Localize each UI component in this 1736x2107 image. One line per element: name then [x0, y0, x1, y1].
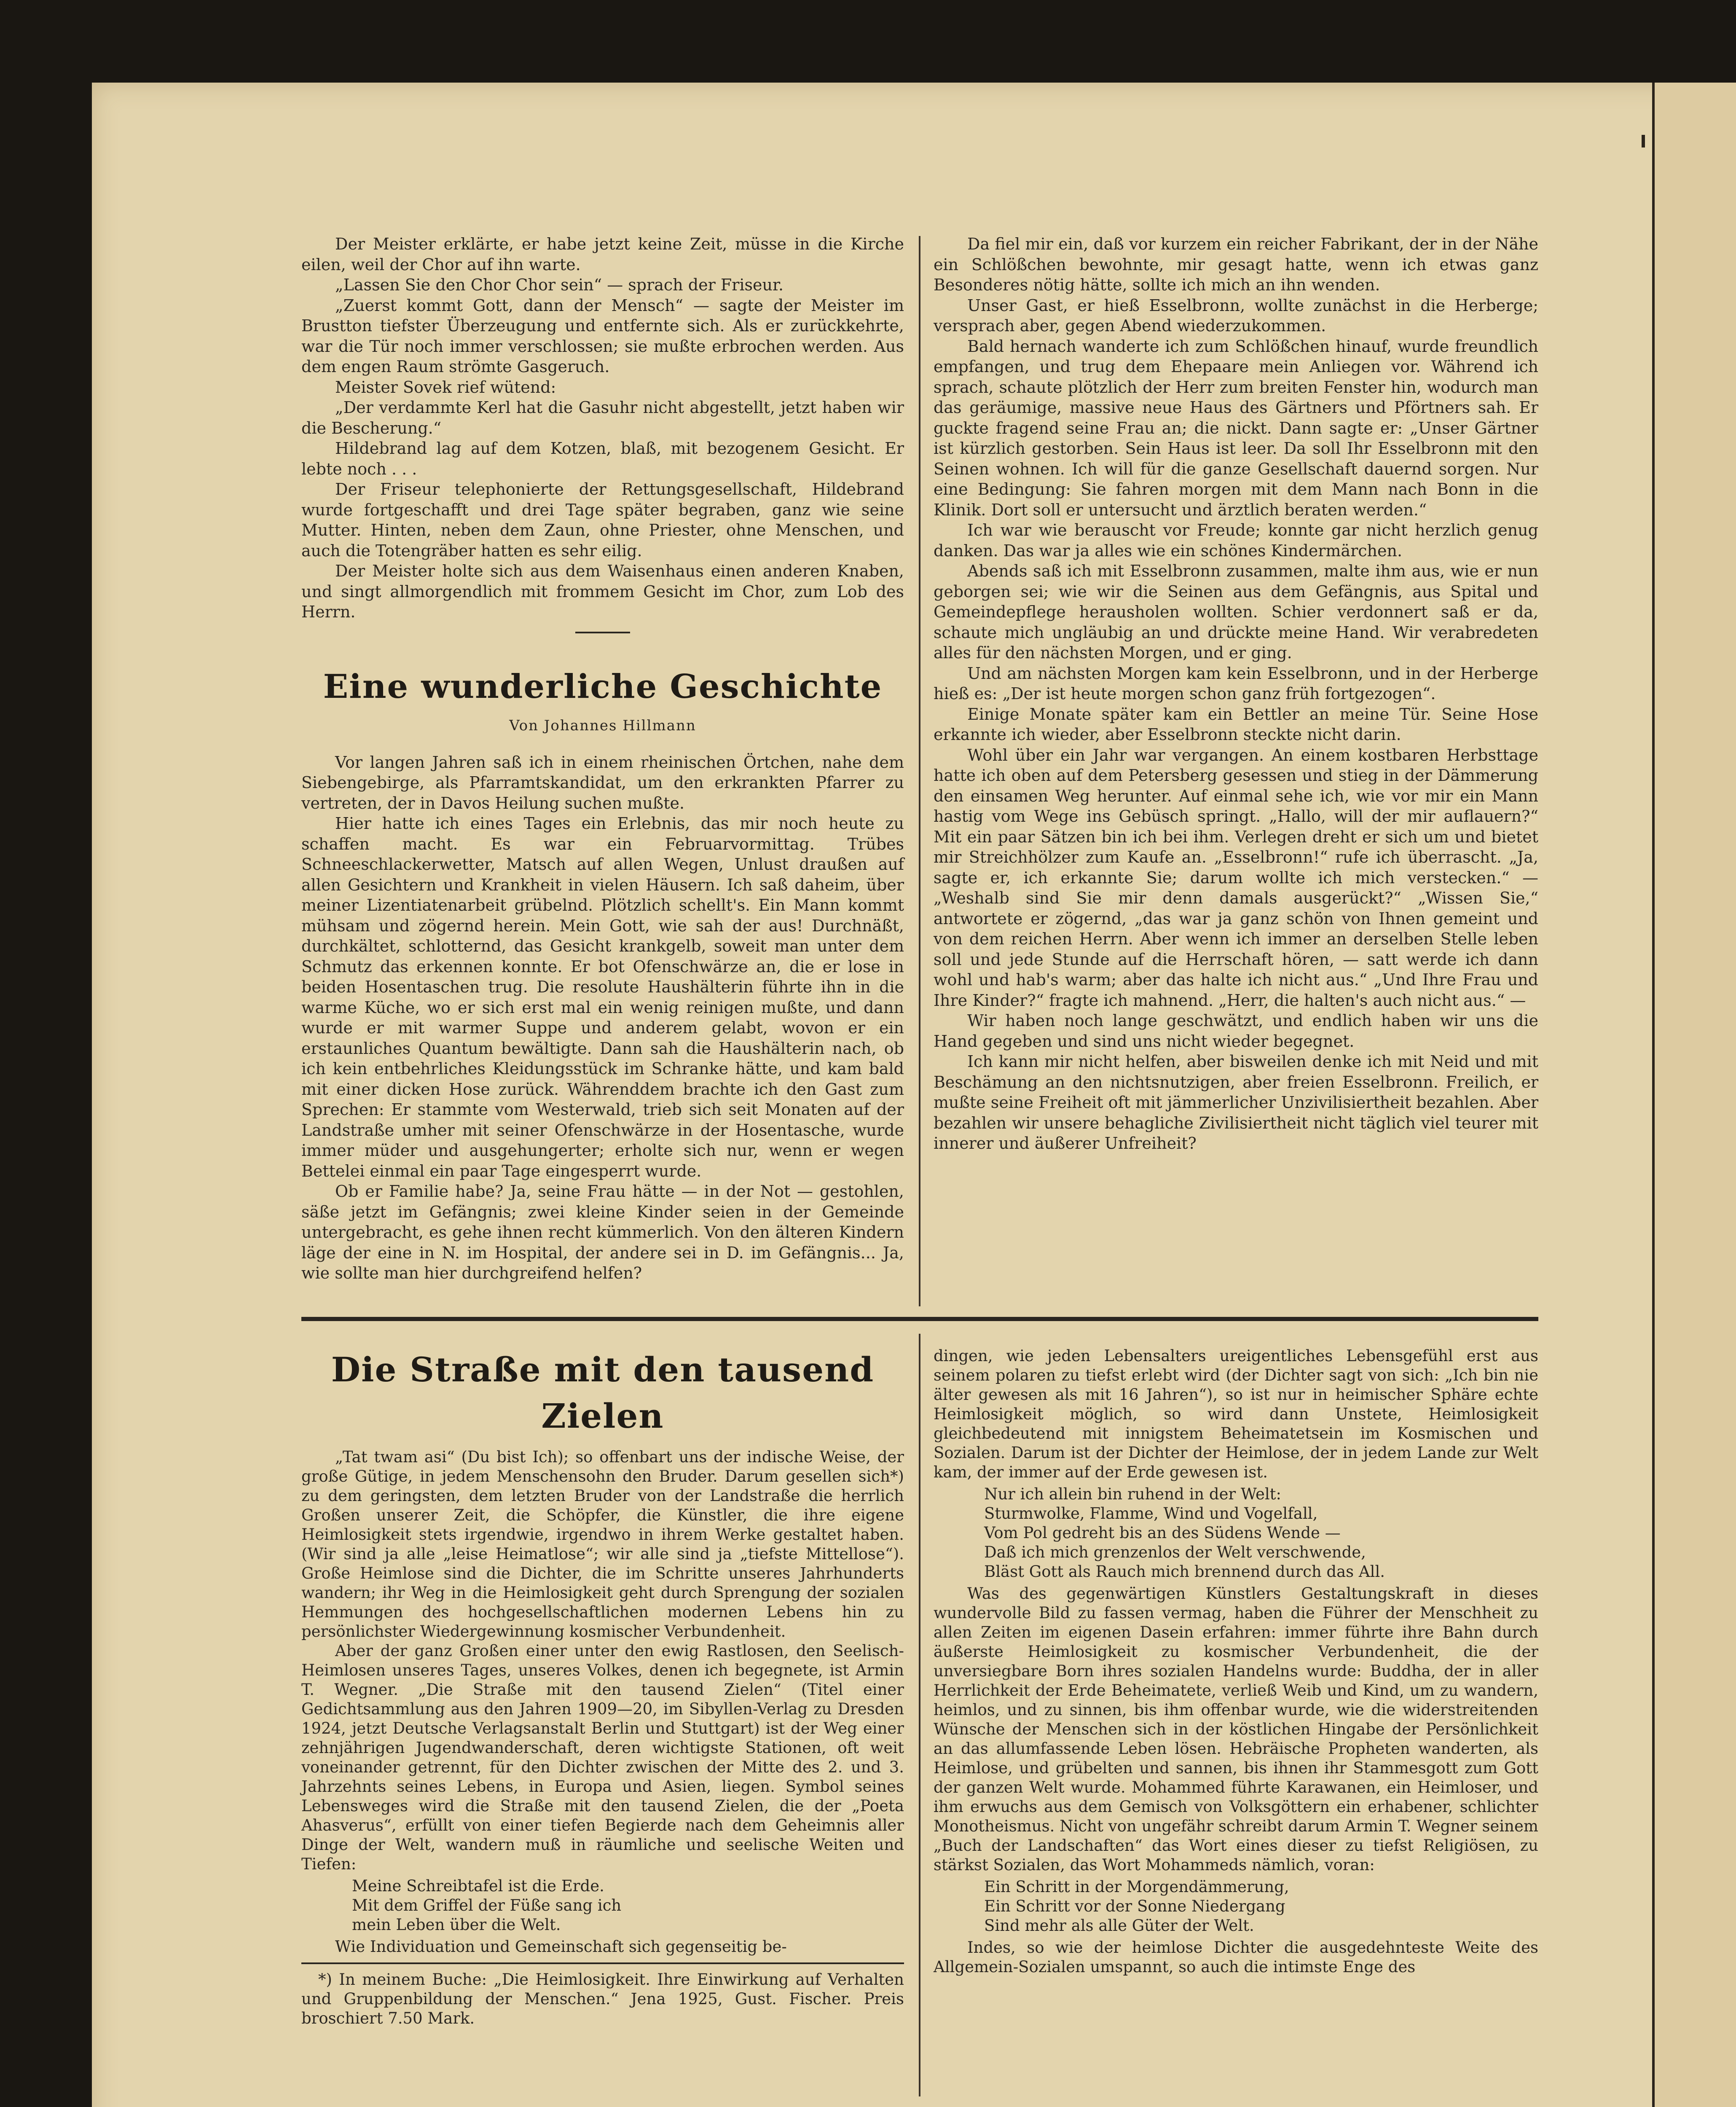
column-divider-top [919, 236, 920, 1306]
paragraph: Meister Sovek rief wütend: [335, 378, 556, 397]
verse-line: mein Leben über die Welt. [352, 1916, 561, 1934]
paragraph: Aber der ganz Großen einer unter den ewig Rastlosen, den Seelisch-Heimlosen unseres Tages, unseres Volkes, denen ich begegnete, ist Armin T. Wegner. „Die Straße mit den tausend Zielen“ (Titel einer Gedichtsammlung aus den Jahren 1909—20, im Sibyllen-Verlag zu Dresden 1924, jetzt Deutsche Verlagsanstalt Berlin und Stuttgart) ist der Weg einer zehnjährigen Jugendwanderschaft, deren wichtigste Stationen, oft weit voneinander getrennt, für den Dichter zwischen der Mitte des 2. und 3. Jahrzehnts seines Lebens, in Europa und Asien, liegen. Symbol seines Lebensweges wird die Straße mit den tausend Zielen, die der „Poeta Ahasverus“, erfüllt von einer tiefen Begierde nach dem Geheimnis aller Dinge der Welt, wandern muß in räumliche und seelische Weiten und Tiefen: [301, 1642, 904, 1873]
paragraph: Bald hernach wanderte ich zum Schlößchen hinauf, wurde freundlich empfangen, und trug dem Ehepaare mein Anliegen vor. Während ich sprach, schaute plötzlich der Herr zum breiten Fenster hin, wodurch man das geräumige, massive neue Haus des Gärtners und Pförtners sah. Er guckte fragend seine Frau an; die nickt. Dann sagte er: „Unser Gärtner ist kürzlich gestorben. Sein Haus ist leer. Da soll Ihr Esselbronn mit den Seinen wohnen. Ich will für die ganze Gesellschaft dauernd sorgen. Nur eine Bedingung: Sie fahren morgen mit dem Mann nach Bonn in die Klinik. Dort soll er untersucht und ärztlich beraten werden.“ [934, 337, 1538, 519]
footnote-text: *) In meinem Buche: „Die Heimlosigkeit. Ihre Einwirkung auf Verhalten und Gruppenbildung der Menschen.“ Jena 1925, Gust. Fischer. Preis broschiert 7.50 Mark. [301, 1970, 904, 2027]
paragraph: Der Meister erklärte, er habe jetzt keine Zeit, müsse in die Kirche eilen, weil der Chor auf ihn warte. [301, 235, 904, 274]
paragraph: Ich kann mir nicht helfen, aber bisweilen denke ich mit Neid und mit Beschämung an den nichtsnutzigen, aber freien Esselbronn. Freilich, er mußte seine Freiheit oft mit jämmerlicher Unzivilisiertheit bezahlen. Aber bezahlen wir unsere behagliche Zivilisiertheit nicht täglich viel teurer mit innerer und äußerer Unfreiheit? [934, 1052, 1538, 1153]
paragraph: Unser Gast, er hieß Esselbronn, wollte zunächst in die Herberge; versprach aber, gegen Abend wiederzukommen. [934, 296, 1538, 335]
paragraph: Wir haben noch lange geschwätzt, und endlich haben wir uns die Hand gegeben und sind uns nicht wieder begegnet. [934, 1011, 1538, 1051]
verse-line: Meine Schreibtafel ist die Erde. [352, 1877, 604, 1895]
section-divider [575, 632, 630, 633]
verse-line: Ein Schritt vor der Sonne Niedergang [984, 1897, 1285, 1915]
verse-line: Mit dem Griffel der Füße sang ich [352, 1896, 622, 1914]
essay-left-column [301, 1346, 904, 2028]
paragraph: „Lassen Sie den Chor Chor sein“ — sprach der Friseur. [335, 276, 784, 294]
poem-excerpt [984, 1485, 1538, 1582]
paragraph: Und am nächsten Morgen kam kein Esselbronn, und in der Herberge hieß es: „Der ist heute morgen schon ganz früh fortgezogen“. [934, 664, 1538, 703]
verse-line: Daß ich mich grenzenlos der Welt verschwende, [984, 1543, 1366, 1561]
paragraph: Wie Individuation und Gemeinschaft sich gegenseitig be- [335, 1938, 787, 1956]
paragraph: Der Friseur telephonierte der Rettungsgesellschaft, Hildebrand wurde fortgeschafft und drei Tage später begraben, ganz wie seine Mutter. Hinten, neben dem Zaun, ohne Priester, ohne Menschen, und auch die Totengräber hatten es sehr eilig. [301, 480, 904, 560]
paragraph: Indes, so wie der heimlose Dichter die ausgedehnteste Weite des Allgemein-Sozialen umspannt, so auch die intimste Enge des [934, 1938, 1538, 1976]
paragraph: Wohl über ein Jahr war vergangen. An einem kostbaren Herbsttage hatte ich oben auf dem Petersberg gesessen und stieg in der Dämmerung den einsamen Weg herunter. Auf einmal sehe ich, wie vor mir ein Mann hastig vom Wege ins Gebüsch springt. „Hallo, will der mir auflauern?“ Mit ein paar Sätzen bin ich bei ihm. Verlegen dreht er sich um und bietet mir Streichhölzer zum Kaufe an. „Esselbronn!“ rufe ich überrascht. „Ja, sagte er, ich erkannte Sie; darum wollte ich mich verstecken.“ — „Weshalb sind Sie mir denn damals ausgerückt?“ „Wissen Sie,“ antwortete er zögernd, „das war ja ganz schön von Ihnen gemeint und von dem reichen Herrn. Aber wenn ich immer an derselben Stelle leben soll und jede Stunde auf die Herrschaft hören, — satt werde ich dann wohl und hab's warm; aber das halte ich nicht aus.“ „Und Ihre Frau und Ihre Kinder?“ fragte ich mahnend. „Herr, die halten's auch nicht aus.“ — [934, 745, 1538, 1010]
story-left-column [301, 666, 904, 1284]
paragraph: Was des gegenwärtigen Künstlers Gestaltungskraft in dieses wundervolle Bild zu fassen vermag, haben die Führer der Menschheit zu allen Zeiten im eigenen Dasein erfahren: immer führte ihre Bahn durch äußerste Heimlosigkeit zu kosmischer Verbundenheit, die der unversiegbare Born ihres sozialen Handelns wurde: Buddha, der in aller Herrlichkeit der Erde Beheimatete, verließ Weib und Kind, um zu wandern, heimlos, und zu sinnen, bis ihm offenbar wurde, wie die widerstreitenden Wünsche der Menschen sich in der köstlichen Hingabe der Persönlichkeit an das allumfassende Leben lösen. Hebräische Propheten wanderten, als Heimlose, und grübelten und sannen, bis ihnen ihr Stammesgott zum Gott der ganzen Welt wurde. Mohammed führte Karawanen, ein Heimloser, und ihm erwuchs aus dem Gemisch von Volksgöttern ein erhabener, schlichter Monotheismus. Nicht von ungefähr schreibt darum Armin T. Wegner seinem „Buch der Landschaften“ das Wort eines dieser zu tiefst Religiösen, zu stärkst Sozialen, das Wort Mohammeds nämlich, voran: [934, 1584, 1538, 1874]
previous-story-ending [301, 234, 904, 633]
essay-right-column [934, 1346, 1538, 1977]
paragraph: dingen, wie jeden Lebensalters ureigentliches Lebensgefühl erst aus seinem polaren zu tiefst erlebt wird (der Dichter sagt von sich: „Ich bin nie älter gewesen als mit 16 Jahren“), so ist nur in heimischer Sphäre echte Heimlosigkeit möglich, so wird dann Unstete, Heimlosigkeit gleichbedeutend mit innigstem Beheimatetsein im Kosmischen und Sozialen. Darum ist der Dichter der Heimlose, der in jedem Lande zur Welt kam, der immer auf der Erde gewesen ist. [934, 1347, 1538, 1481]
essay-title: Die Straße mit den tausend Zielen [331, 1350, 875, 1436]
verse-line: Bläst Gott als Rauch mich brennend durch das All. [984, 1563, 1385, 1581]
verse-line: Sturmwolke, Flamme, Wind und Vogelfall, [984, 1504, 1318, 1523]
paragraph: Vor langen Jahren saß ich in einem rheinischen Örtchen, nahe dem Siebengebirge, als Pfarramtskandidat, um den erkrankten Pfarrer zu vertreten, der in Davos Heilung suchen mußte. [301, 753, 904, 812]
paragraph: Abends saß ich mit Esselbronn zusammen, malte ihm aus, wie er nun geborgen sei; wie wir die Seinen aus dem Gefängnis, aus Spital und Gemeindepflege herausholen wollten. Schier verdonnert saß er da, schaute mich ungläubig an und drückte meine Hand. Wir verabredeten alles für den nächsten Morgen, und er ging. [934, 562, 1538, 662]
paragraph: Hier hatte ich eines Tages ein Erlebnis, das mir noch heute zu schaffen macht. Es war ein Februarvormittag. Trübes Schneeschlackerwetter, Matsch auf allen Wegen, Unlust draußen auf allen Gesichtern und Krankheit in vielen Häusern. Ich saß daheim, über meiner Lizentiatenarbeit grübelnd. Plötzlich schellt's. Ein Mann kommt mühsam und zögernd herein. Mein Gott, wie sah der aus! Durchnäßt, durchkältet, schlotternd, das Gesicht krankgelb, soweit man unter dem Schmutz das erkennen konnte. Er bot Ofenschwärze an, die er lose in beiden Hosentaschen trug. Die resolute Haushälterin führte ihn in die warme Küche, wo er sich erst mal ein wenig reinigen mußte, und dann wurde er mit warmer Suppe und anderem gelabt, wovon er ein erstaunliches Quantum bewältigte. Dann sah die Haushälterin nach, ob ich kein entbehrliches Kleidungsstück im Schranke hätte, und kam bald mit einer dicken Hose zurück. Währenddem brachte ich den Gast zum Sprechen: Er stammte vom Westerwald, trieb sich seit Monaten auf der Landstraße umher mit seiner Ofenschwärze in der Hosentasche, wurde immer müder und ausgehungerter; erholte sich nur, wenn er wegen Bettelei einmal ein paar Tage eingesperrt wurde. [301, 814, 904, 1180]
verse-line: Nur ich allein bin ruhend in der Welt: [984, 1485, 1282, 1503]
story-byline: Von Johannes Hillmann [509, 717, 696, 734]
paragraph: „Tat twam asi“ (Du bist Ich); so offenbart uns der indische Weise, der große Gütige, in jedem Menschensohn den Bruder. Darum gesellen sich*) zu dem geringsten, dem letzten Bruder von der Landstraße die herrlich Großen unserer Zeit, die Schöpfer, die Künstler, die ihre eigene Heimlosigkeit stets irgendwie, irgendwo in ihrem Werke gestaltet haben. (Wir sind ja alle „leise Heimatlose“; wir alle sind ja „tiefste Mittellose“). Große Heimlose sind die Dichter, die im Schritte unseres Jahrhunderts wandern; ihr Weg in die Heimlosigkeit geht durch Sprengung der sozialen Hemmungen des hochgesellschaftlichen modernen Lebens hin zu persönlichster Wiedergewinnung kosmischer Verbundenheit. [301, 1448, 904, 1641]
paragraph: Der Meister holte sich aus dem Waisenhaus einen anderen Knaben, und singt allmorgendlich mit frommem Gesicht im Chor, zum Lob des Herrn. [301, 562, 904, 621]
footnote [301, 1962, 904, 2028]
story-title: Eine wunderliche Geschichte [323, 667, 883, 706]
verse-line: Vom Pol gedreht bis an des Südens Wende — [984, 1524, 1341, 1542]
section-separator [301, 1317, 1538, 1321]
adjacent-page-edge [1652, 83, 1736, 2107]
paragraph: „Der verdammte Kerl hat die Gasuhr nicht abgestellt, jetzt haben wir die Bescherung.“ [301, 398, 904, 437]
verse-line: Sind mehr als alle Güter der Welt. [984, 1917, 1254, 1935]
page-mark [1642, 135, 1645, 147]
paragraph: Da fiel mir ein, daß vor kurzem ein reicher Fabrikant, der in der Nähe ein Schlößchen bewohnte, mir gesagt hatte, wenn ich etwas ganz Besonderes nötig hätte, sollte ich mich an ihn wenden. [934, 235, 1538, 294]
poem-excerpt [984, 1877, 1538, 1935]
column-divider-bottom [919, 1334, 920, 2096]
verse-line: Ein Schritt in der Morgendämmerung, [984, 1878, 1289, 1896]
paragraph: „Zuerst kommt Gott, dann der Mensch“ — sagte der Meister im Brustton tiefster Überzeugung und entfernte sich. Als er zurückkehrte, war die Tür noch immer verschlossen; sie mußte erbrochen werden. Aus dem engen Raum strömte Gasgeruch. [301, 296, 904, 376]
paragraph: Ob er Familie habe? Ja, seine Frau hätte — in der Not — gestohlen, säße jetzt im Gefängnis; zwei kleine Kinder seien in der Gemeinde untergebracht, es gehe ihnen recht kümmerlich. Von den älteren Kindern läge der eine in N. im Hospital, der andere sei in D. im Gefängnis... Ja, wie sollte man hier durchgreifend helfen? [301, 1182, 904, 1282]
paragraph: Einige Monate später kam ein Bettler an meine Tür. Seine Hose erkannte ich wieder, aber Esselbronn steckte nicht darin. [934, 705, 1538, 744]
paragraph: Ich war wie berauscht vor Freude; konnte gar nicht herzlich genug danken. Das war ja alles wie ein schönes Kindermärchen. [934, 521, 1538, 560]
paragraph: Hildebrand lag auf dem Kotzen, blaß, mit bezogenem Gesicht. Er lebte noch . . . [301, 439, 904, 478]
story-right-column [934, 234, 1538, 1154]
poem-excerpt [352, 1876, 904, 1935]
